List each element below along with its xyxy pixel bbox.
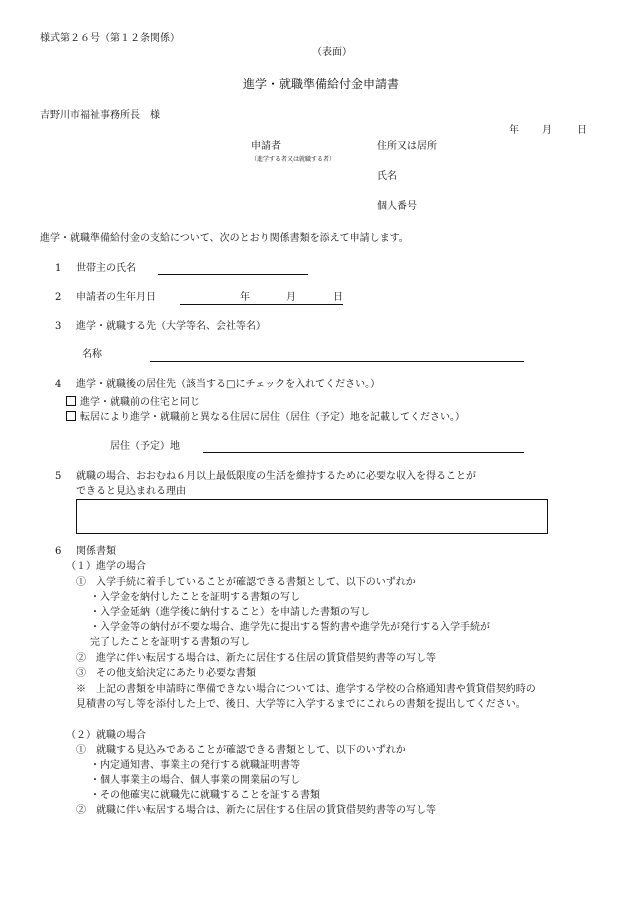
item2-label: 申請者の生年月日 [76, 292, 156, 303]
birth-day-label: 日 [333, 292, 343, 303]
option-moved-label: 転居により進学・就職前と異なる住居に居住（居住（予定）地を記載してください。） [80, 412, 465, 423]
item6-number: 6 [55, 546, 62, 557]
residence-option-same[interactable] [66, 396, 200, 408]
planned-residence-label: 居住（予定）地 [110, 441, 180, 452]
docs-school-item1: ① 入学手続に着手していることが確認できる書類として、以下のいずれか [76, 577, 416, 588]
item4-number: 4 [55, 379, 62, 390]
docs-school-heading: （１）進学の場合 [66, 561, 146, 572]
item3-number: 3 [55, 321, 62, 332]
docs-school-note-line2: 見積書の写し等を添付した上で、後日、大学等に入学するまでにこれらの書類を提出してください。 [76, 699, 526, 710]
item4-label: 進学・就職後の居住先（該当する□にチェックを入れてください。） [76, 379, 381, 390]
item5-text-line2: できると見込まれる理由 [76, 486, 186, 497]
item1-label: 世帯主の氏名 [76, 263, 136, 274]
planned-residence-line[interactable] [203, 452, 524, 453]
docs-job-item1b: ・個人事業主の場合、個人事業の開業届の写し [90, 775, 300, 786]
household-head-name-line[interactable] [158, 274, 308, 275]
form-title: 進学・就職準備給付金申請書 [243, 77, 400, 91]
name-label: 氏名 [377, 171, 397, 182]
docs-school-item1c: ・入学金等の納付が不要な場合、進学先に提出する誓約書や進学先が発行する入学手続が [90, 622, 490, 633]
docs-job-heading: （２）就職の場合 [66, 730, 146, 741]
address-label: 住所又は居所 [377, 141, 437, 152]
item5-number: 5 [55, 471, 62, 482]
birth-date-line[interactable] [180, 304, 343, 305]
applicant-label: 申請者 [251, 141, 281, 152]
docs-job-item1a: ・内定通知書、事業主の発行する就職証明書等 [90, 760, 300, 771]
checkbox-same-residence[interactable] [66, 396, 76, 406]
destination-name-label: 名称 [82, 349, 102, 360]
birth-year-label: 年 [240, 292, 250, 303]
date-month: 月 [542, 125, 552, 136]
docs-job-item1: ① 就職する見込みであることが確認できる書類として、以下のいずれか [76, 745, 406, 756]
item1-number: 1 [55, 263, 62, 274]
birth-month-label: 月 [286, 292, 296, 303]
date-year: 年 [509, 125, 519, 136]
docs-job-item2: ② 就職に伴い転居する場合は、新たに居住する住居の賃貸借契約書等の写し等 [76, 805, 436, 816]
docs-school-item1b: ・入学金延納（進学後に納付すること）を申請した書類の写し [90, 607, 370, 618]
destination-name-line[interactable] [150, 361, 524, 362]
form-side: （表面） [312, 47, 352, 58]
option-same-label: 進学・就職前の住宅と同じ [80, 397, 200, 408]
item2-number: 2 [55, 292, 62, 303]
applicant-sub-label: （進学する者又は就職する者） [251, 156, 336, 163]
employment-reason-box[interactable] [76, 499, 548, 534]
docs-school-item1c-cont: 完了したことを証明する書類の写し [90, 637, 250, 648]
residence-option-moved[interactable] [66, 411, 465, 423]
item5-text-line1: 就職の場合、おおむね６月以上最低限度の生活を維持するために必要な収入を得ることが [76, 471, 476, 482]
docs-school-note-line1: ※ 上記の書類を申請時に準備できない場合については、進学する学校の合格通知書や賃貸借契約時の [76, 684, 536, 695]
docs-school-item2: ② 進学に伴い転居する場合は、新たに居住する住居の賃貸借契約書等の写し等 [76, 653, 436, 664]
item3-label: 進学・就職する先（大学等名、会社等名） [76, 321, 266, 332]
docs-school-item3: ③ その他支給決定にあたり必要な書類 [76, 668, 256, 679]
personal-number-label: 個人番号 [377, 201, 417, 212]
intro-text: 進学・就職準備給付金の支給について、次のとおり関係書類を添えて申請します。 [40, 233, 409, 244]
checkbox-new-residence[interactable] [66, 411, 76, 421]
addressee: 吉野川市福祉事務所長 様 [40, 110, 160, 121]
form-number: 様式第２６号（第１２条関係） [40, 33, 180, 44]
item6-label: 関係書類 [76, 546, 116, 557]
docs-job-item1c: ・その他確実に就職先に就職することを証する書類 [90, 790, 320, 801]
docs-school-item1a: ・入学金を納付したことを証明する書類の写し [90, 592, 300, 603]
date-day: 日 [577, 125, 587, 136]
